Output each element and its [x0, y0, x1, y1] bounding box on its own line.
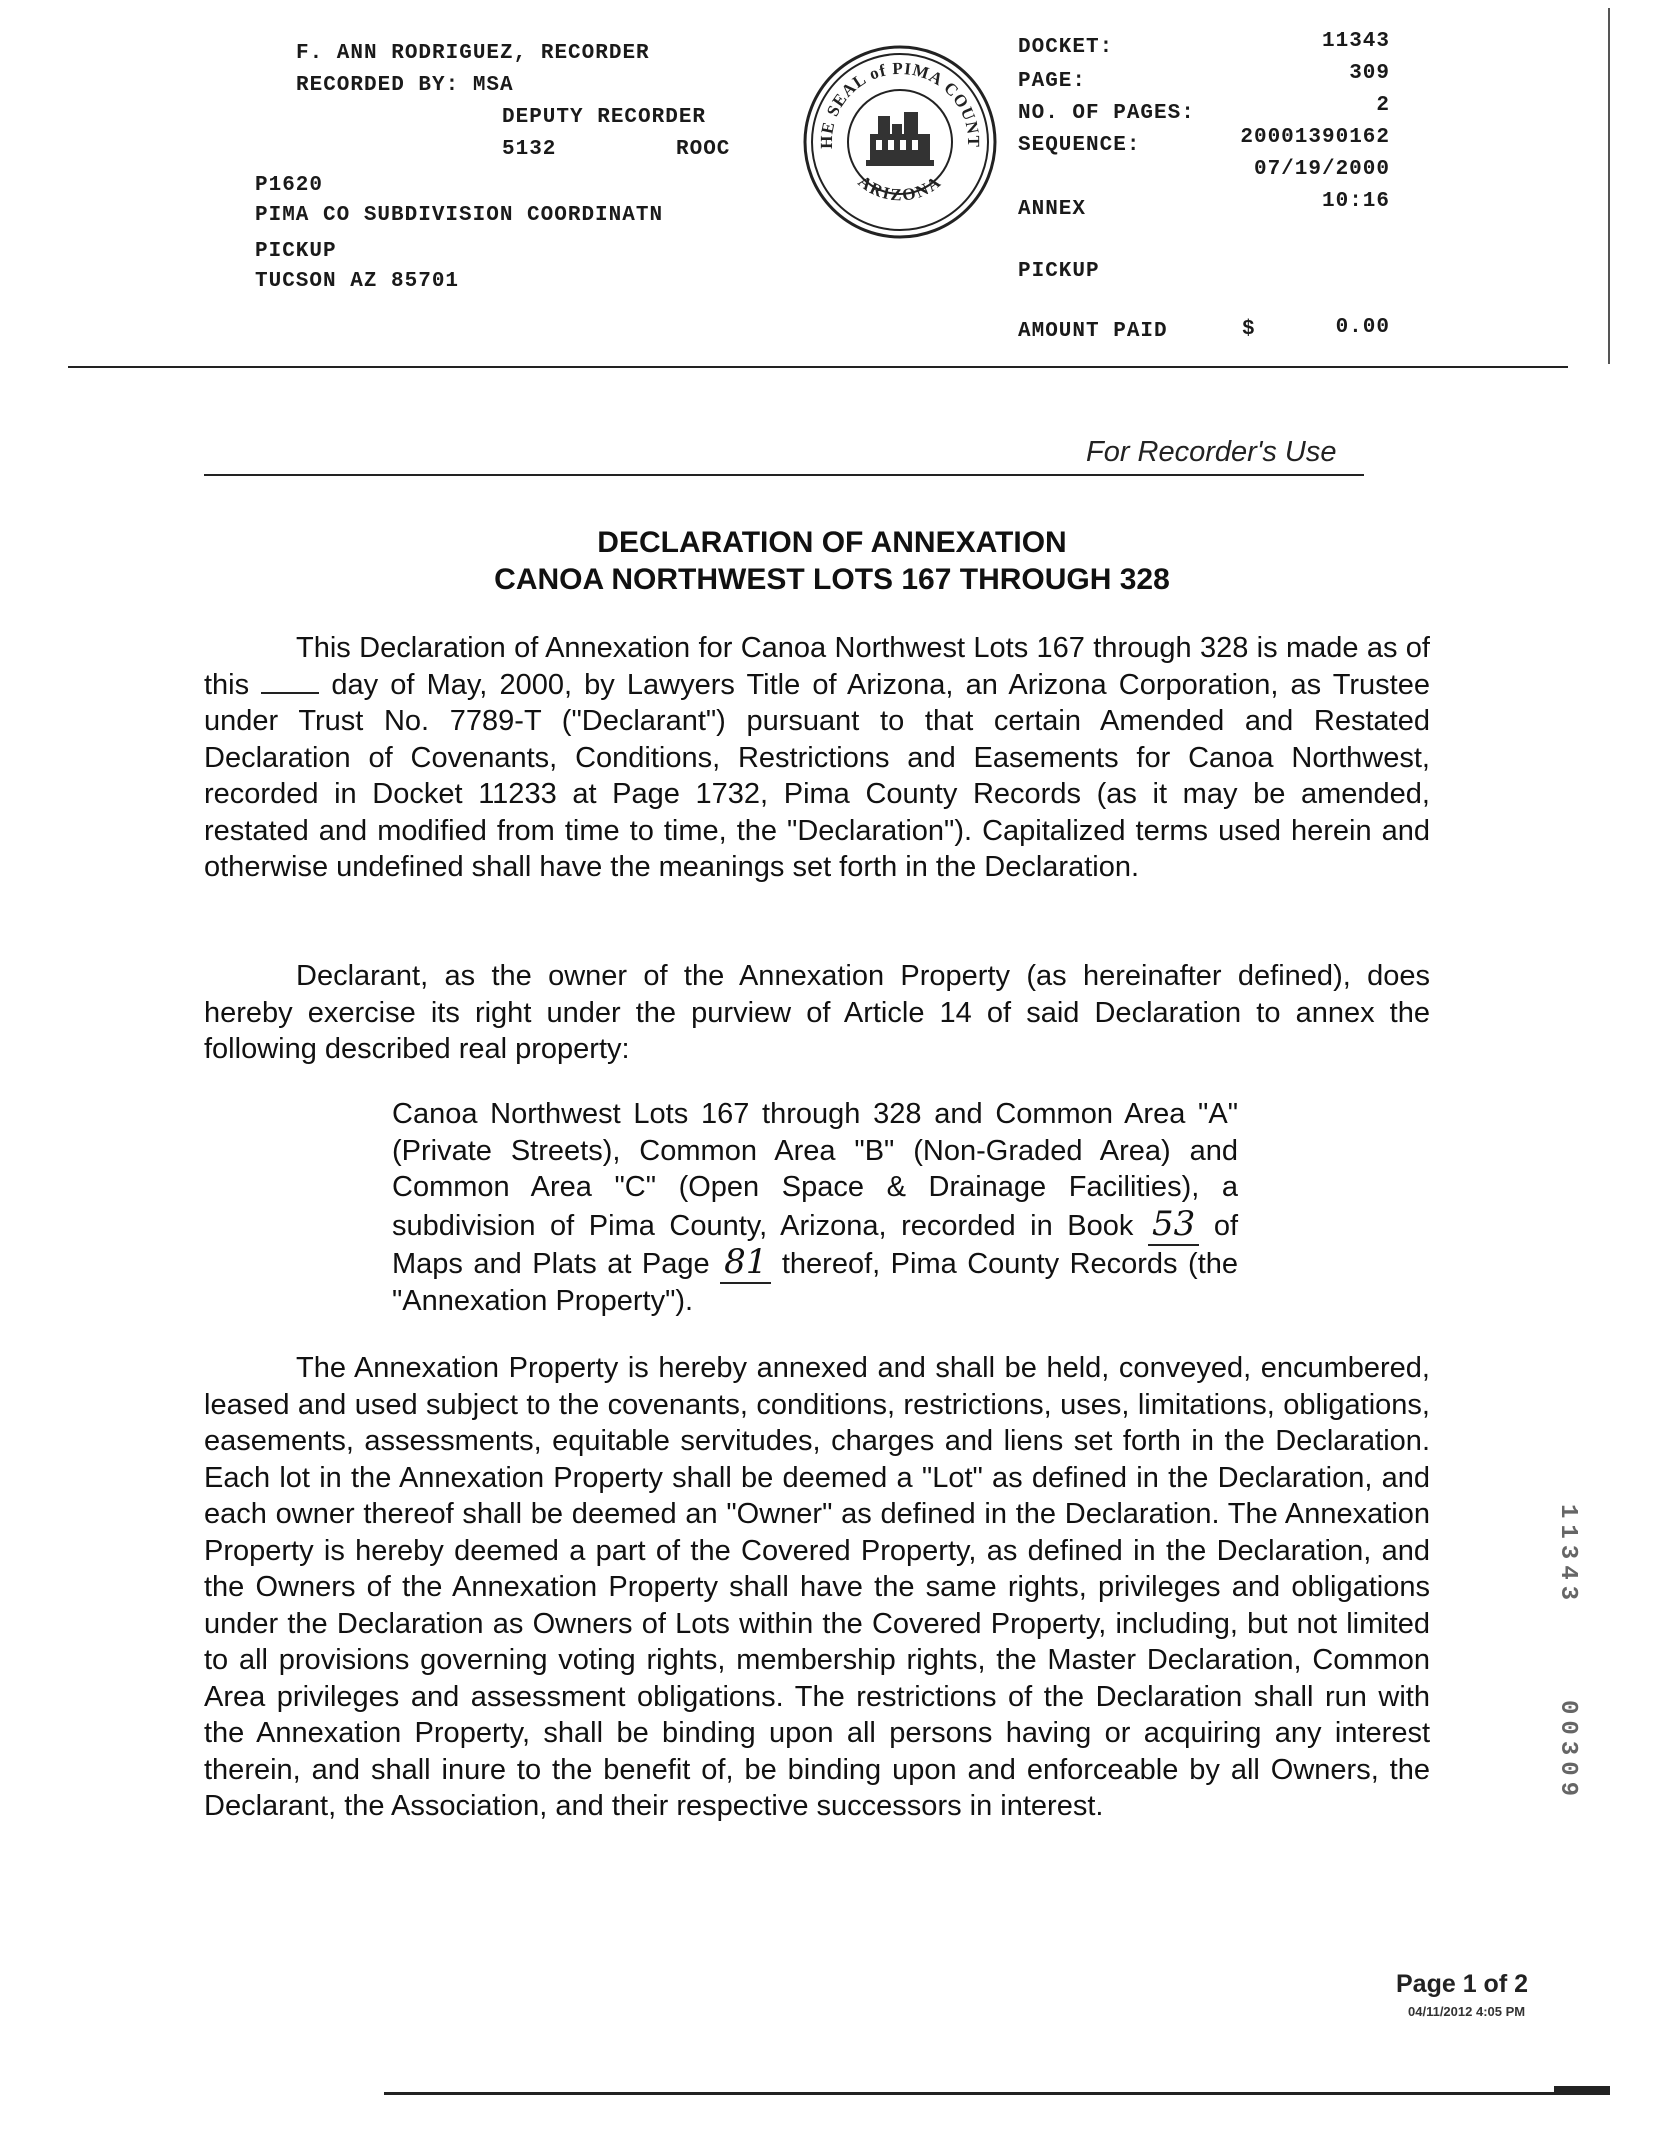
deputy-title: DEPUTY RECORDER	[502, 106, 707, 129]
recorders-use-rule	[204, 474, 1364, 476]
recorded-by: RECORDED BY: MSA	[296, 74, 514, 97]
footer-rule	[384, 2092, 1610, 2095]
amount-paid-label: AMOUNT PAID	[1018, 320, 1168, 343]
header-divider	[68, 366, 1568, 368]
pages-value: 2	[1376, 94, 1390, 117]
date-blank	[261, 672, 319, 694]
sequence-value: 20001390162	[1240, 126, 1390, 149]
document-subtitle: CANOA NORTHWEST LOTS 167 THROUGH 328	[494, 563, 1170, 596]
amount-paid-value: 0.00	[1335, 316, 1390, 339]
scan-edge-line	[1608, 8, 1610, 364]
deputy-id: 5132	[502, 138, 557, 161]
county-seal	[800, 42, 1000, 242]
docket-label: DOCKET:	[1018, 36, 1114, 59]
footer-rule-end	[1554, 2086, 1610, 2094]
document-title: DECLARATION OF ANNEXATION	[597, 526, 1067, 559]
sequence-label: SEQUENCE:	[1018, 134, 1141, 157]
svg-text:ARIZONA: ARIZONA	[854, 171, 946, 205]
page-indicator: Page 1 of 2	[1396, 1970, 1528, 1998]
record-time: 10:16	[1321, 190, 1390, 213]
page-value: 309	[1349, 62, 1390, 85]
print-timestamp: 04/11/2012 4:05 PM	[1408, 2004, 1526, 2019]
currency-symbol: $	[1242, 318, 1256, 341]
docket-value: 11343	[1321, 30, 1390, 53]
recorder-code: P1620	[255, 174, 324, 197]
pickup-label-left: PICKUP	[255, 240, 337, 263]
seal-building-icon	[866, 112, 934, 166]
page-label: PAGE:	[1018, 70, 1087, 93]
book-number: 53	[1148, 1204, 1199, 1246]
page-number: 81	[720, 1242, 771, 1284]
paragraph-annex: Declarant, as the owner of the Annexation Property (as hereinafter defined), does hereby exercise its right under the purview of Article 14 of said Declaration to annex the following described real property:	[204, 960, 1430, 1065]
side-stamp-docket: 11343	[1554, 1504, 1581, 1607]
deputy-code: ROOC	[676, 138, 731, 161]
svg-text:THE SEAL of PIMA COUNTY: HE SEAL of PIMA COUNT	[816, 58, 984, 149]
annex-label: ANNEX	[1018, 198, 1087, 221]
paragraph-intro: This Declaration of Annexation for Canoa Northwest Lots 167 through 328 is made as of this day of May, 2000, by Lawyers Title of Arizona, an Arizona Corporation, as Trustee under Trust No. 7789-T ("Declarant") pursuant to that certain Amended and Restated Declaration of Covenants, Conditions, Restrictions and Easements for Canoa Northwest, recorded in Docket 11233 at Page 1732, Pima County Records (as it may be amended, restated and modified from time to time, the "Declaration"). Capitalized terms used herein and otherwise undefined shall have the meanings set forth in the Declaration.	[204, 632, 1430, 883]
seal-graphic	[800, 42, 1000, 242]
record-date: 07/19/2000	[1253, 158, 1390, 181]
side-stamp-page: 00309	[1554, 1700, 1581, 1803]
legal-description: Canoa Northwest Lots 167 through 328 and Common Area "A" (Private Streets), Common Area "B" (Non-Graded Area) and Common Area "C" (Open Space & Drainage Facilities), a subdivision of Pima County, Arizona, recorded in Book 53 of Maps and Plats at Page 81 thereof, Pima County Records (the "Annexation Property").	[392, 1098, 1239, 1317]
recorded-party: PIMA CO SUBDIVISION COORDINATN	[255, 204, 664, 227]
paragraph-effect: The Annexation Property is hereby annexed and shall be held, conveyed, encumbered, leased and used subject to the covenants, conditions, restrictions, uses, limitations, obligations, easements, assessments, equitable servitudes, charges and liens set forth in the Declaration. Each lot in the Annexation Property shall be deemed a "Lot" as defined in the Declaration, and each owner thereof shall be deemed an "Owner" as defined in the Declaration. The Annexation Property is hereby deemed a part of the Covered Property, as defined in the Declaration, and the Owners of the Annexation Property shall have the same rights, privileges and obligations under the Declaration as Owners of Lots within the Covered Property, including, but not limited to all provisions governing voting rights, membership rights, the Master Declaration, Common Area privileges and assessment obligations. The restrictions of the Declaration shall run with the Annexation Property, shall be binding upon all persons having or acquiring any interest therein, and shall inure to the benefit of, be binding upon and enforceable by all Owners, the Declarant, the Association, and their respective successors in interest.	[204, 1352, 1430, 1822]
recorder-city: TUCSON AZ 85701	[255, 270, 460, 293]
pickup-label-right: PICKUP	[1018, 260, 1100, 283]
recorder-name: F. ANN RODRIGUEZ, RECORDER	[296, 42, 650, 65]
pages-label: NO. OF PAGES:	[1018, 102, 1195, 125]
recorders-use-label: For Recorder's Use	[1086, 436, 1337, 468]
